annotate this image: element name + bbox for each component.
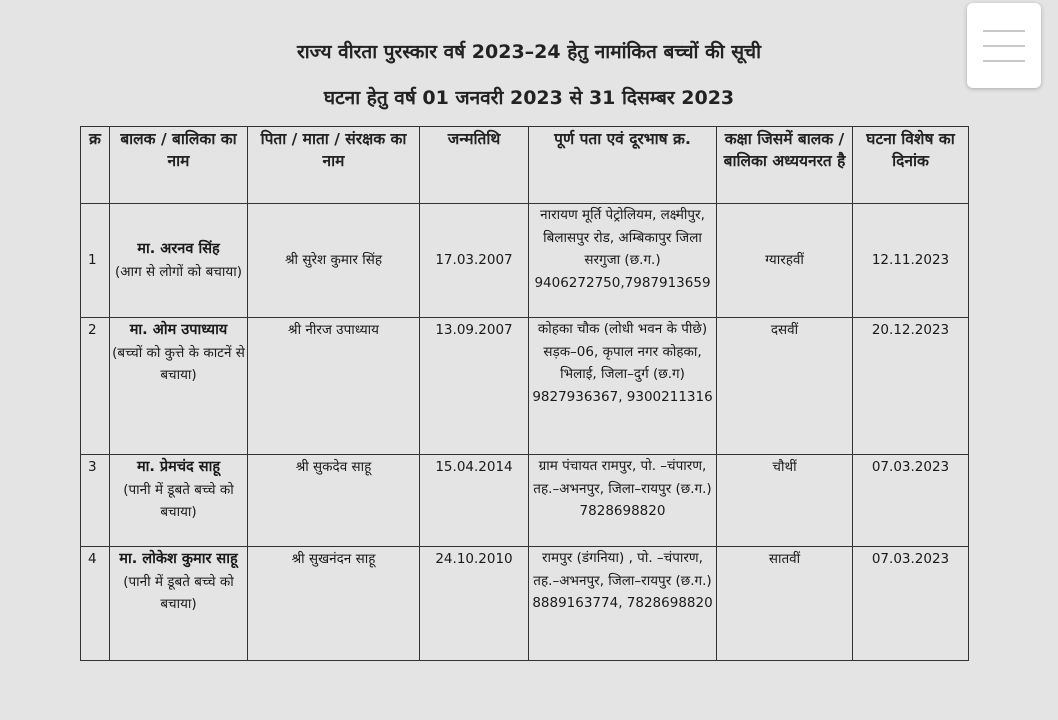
child-name: मा. लोकेश कुमार साहू [119,551,238,567]
bravery-deed: (बच्चों को कुत्ते के काटनें से बचाया) [112,344,245,383]
row-child [110,318,248,455]
header-dob: जन्मतिथि [420,127,529,204]
row-incident-date: 12.11.2023 [853,204,969,318]
row-dob: 15.04.2014 [420,455,529,547]
child-name: मा. ओम उपाध्याय [129,322,228,338]
row-address [529,318,717,455]
bravery-deed: (आग से लोगों को बचाया) [115,263,242,280]
header-address: पूर्ण पता एवं दूरभाष क्र. [529,127,717,204]
row-sno: 2 [81,318,110,455]
row-incident-date: 07.03.2023 [853,547,969,661]
row-sno: 1 [81,204,110,318]
header-guardian-name: पिता / माता / संरक्षक का नाम [248,127,420,204]
address-text: कोहका चौक (लोधी भवन के पीछे) सड़क–06, कृपाल नगर कोहका, भिलाई, जिला–दुर्ग (छ.ग) [537,321,708,382]
document-title: राज्य वीरता पुरस्कार वर्ष 2023–24 हेतु नामांकित बच्चों की सूची [296,41,762,63]
row-class: दसवीं [717,318,853,455]
child-name: मा. अरनव सिंह [137,241,220,257]
row-incident-date: 20.12.2023 [853,318,969,455]
document-subtitle: घटना हेतु वर्ष 01 जनवरी 2023 से 31 दिसम्बर 2023 [323,87,735,109]
row-sno: 3 [81,455,110,547]
phone-text: 9827936367, 9300211316 [532,388,713,405]
address-text: ग्राम पंचायत रामपुर, पो. –चंपारण, तह.–अभनपुर, जिला–रायपुर (छ.ग.) [533,458,712,497]
row-dob: 17.03.2007 [420,204,529,318]
bravery-deed: (पानी में डूबते बच्चे को बचाया) [123,573,234,612]
address-text: नारायण मूर्ति पेट्रोलियम, लक्ष्मीपुर, बिलासपुर रोड, अम्बिकापुर जिला सरगुजा (छ.ग.) [540,207,705,268]
table-row [81,547,969,661]
table-row [81,204,969,318]
header-child-name: बालक / बालिका का नाम [110,127,248,204]
child-name: मा. प्रेमचंद साहू [136,459,221,475]
row-dob: 24.10.2010 [420,547,529,661]
row-child [110,204,248,318]
header-class: कक्षा जिसमें बालक / बालिका अध्ययनरत है [717,127,853,204]
row-class: सातवीं [717,547,853,661]
row-address [529,547,717,661]
row-class: ग्यारहवीं [717,204,853,318]
nominees-table [80,126,969,661]
menu-icon-bar [983,30,1025,32]
row-child [110,547,248,661]
table-row [81,318,969,455]
phone-text: 7828698820 [579,503,666,519]
row-guardian: श्री सुकदेव साहू [248,455,420,547]
header-row [81,127,969,204]
header-sno: क्र [81,127,110,204]
bravery-deed: (पानी में डूबते बच्चे को बचाया) [123,481,234,520]
row-address [529,204,717,318]
header-incident-date: घटना विशेष का दिनांक [853,127,969,204]
row-guardian: श्री सुरेश कुमार सिंह [248,204,420,318]
row-class: चौथीं [717,455,853,547]
table-row [81,455,969,547]
row-guardian: श्री नीरज उपाध्याय [248,318,420,455]
row-guardian: श्री सुखनंदन साहू [248,547,420,661]
row-incident-date: 07.03.2023 [853,455,969,547]
row-sno: 4 [81,547,110,661]
phone-text: 8889163774, 7828698820 [532,595,713,611]
row-child [110,455,248,547]
row-dob: 13.09.2007 [420,318,529,455]
phone-text: 9406272750,7987913659 [534,274,711,291]
row-address [529,455,717,547]
address-text: रामपुर (डंगनिया) , पो. –चंपारण, तह.–अभनपुर, जिला–रायपुर (छ.ग.) [533,550,712,589]
